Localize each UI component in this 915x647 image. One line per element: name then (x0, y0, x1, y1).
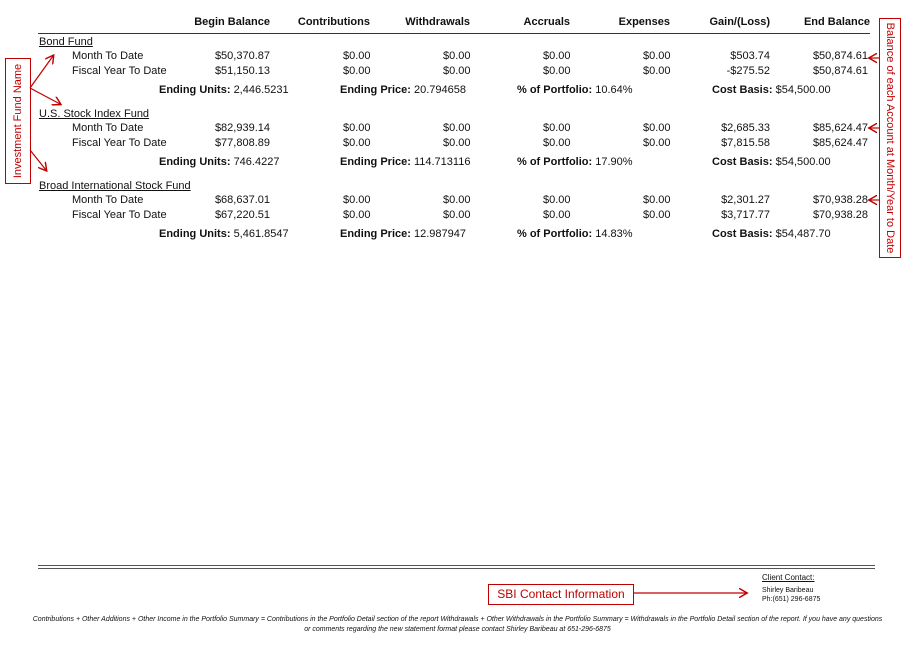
pct-portfolio-value: 14.83% (595, 228, 633, 240)
cell: $0.00 (343, 50, 371, 62)
cell: $0.00 (443, 194, 471, 206)
cell: $0.00 (443, 137, 471, 149)
col-header-withdrawals: Withdrawals (405, 16, 470, 28)
cost-basis-value: $54,500.00 (775, 156, 831, 168)
cell: $0.00 (543, 137, 571, 149)
cell: $0.00 (343, 194, 371, 206)
cell: $0.00 (443, 65, 471, 77)
cell: -$275.52 (726, 65, 770, 77)
cost-basis-label: Cost Basis: (712, 84, 773, 96)
cell: $0.00 (543, 122, 571, 134)
ending-price-label: Ending Price: (340, 156, 411, 168)
row-label: Month To Date (72, 194, 144, 206)
col-header-gain-loss: Gain/(Loss) (709, 16, 770, 28)
row-label: Fiscal Year To Date (72, 209, 167, 221)
ending-units-value: 746.4227 (233, 156, 280, 168)
ending-price-value: 20.794658 (413, 84, 466, 96)
fund-name: Bond Fund (39, 36, 93, 48)
footer-note: Contributions + Other Additions + Other Income in the Portfolio Summary = Contributions in the Portfolio Detail section of the report Withdrawals + Other Withdrawals in the Portfolio Summary = Withdrawals in the Portfolio Detail section of the report. If you have any questions or comments regarding the new statement format please contact Shirley Baribeau at 651-296-6875 (32, 616, 883, 633)
cell: $503.74 (730, 50, 770, 62)
footer-rule-bottom (38, 568, 875, 569)
cell: $0.00 (643, 65, 671, 77)
cell: $0.00 (343, 122, 371, 134)
ending-units-label: Ending Units: (159, 156, 231, 168)
cell: $0.00 (643, 209, 671, 221)
col-header-accruals: Accruals (523, 16, 570, 28)
cell: $0.00 (443, 122, 471, 134)
cell: $0.00 (643, 194, 671, 206)
cell: $2,301.27 (721, 194, 770, 206)
cell: $50,874.61 (812, 50, 868, 62)
row-label: Month To Date (72, 50, 144, 62)
ending-units-value: 2,446.5231 (233, 84, 289, 96)
cell: $85,624.47 (812, 122, 868, 134)
pct-portfolio-value: 17.90% (595, 156, 633, 168)
ending-price-label: Ending Price: (340, 228, 411, 240)
cell: $0.00 (443, 209, 471, 221)
ending-price-value: 114.713116 (413, 156, 471, 168)
cell: $0.00 (343, 137, 371, 149)
ending-price-label: Ending Price: (340, 84, 411, 96)
pct-portfolio-label: % of Portfolio: (517, 84, 593, 96)
ending-units-label: Ending Units: (159, 84, 231, 96)
cell: $0.00 (643, 122, 671, 134)
fund-name: U.S. Stock Index Fund (39, 108, 150, 120)
cell: $67,220.51 (214, 209, 270, 221)
cell: $0.00 (643, 137, 671, 149)
cell: $68,637.01 (214, 194, 270, 206)
cell: $2,685.33 (721, 122, 770, 134)
cost-basis-label: Cost Basis: (712, 156, 773, 168)
cell: $70,938.28 (812, 209, 868, 221)
fund-name: Broad International Stock Fund (39, 180, 191, 192)
ending-price-value: 12.987947 (413, 228, 466, 240)
cell: $77,808.89 (214, 137, 270, 149)
pct-portfolio-label: % of Portfolio: (517, 156, 593, 168)
cost-basis-value: $54,500.00 (775, 84, 831, 96)
footer-rule-top (38, 565, 875, 566)
cell: $0.00 (343, 209, 371, 221)
cell: $0.00 (643, 50, 671, 62)
cell: $50,874.61 (812, 65, 868, 77)
pct-portfolio-label: % of Portfolio: (517, 228, 593, 240)
investment-fund-name-callout-text: Investment Fund Name (12, 63, 24, 179)
col-header-begin-balance: Begin Balance (194, 16, 270, 28)
client-contact-phone: Ph:(651) 296-6875 (762, 596, 821, 603)
client-contact-title: Client Contact: (762, 573, 815, 582)
row-label: Fiscal Year To Date (72, 137, 167, 149)
cell: $0.00 (543, 65, 571, 77)
ending-units-value: 5,461.8547 (233, 228, 289, 240)
cell: $51,150.13 (214, 65, 270, 77)
balance-callout-text: Balance of each Account at Month/Year to Date (884, 22, 896, 254)
cell: $0.00 (543, 194, 571, 206)
cell: $82,939.14 (214, 122, 270, 134)
cell: $0.00 (443, 50, 471, 62)
col-header-contributions: Contributions (297, 16, 370, 28)
client-contact-name: Shirley Baribeau (762, 587, 814, 594)
row-label: Month To Date (72, 122, 144, 134)
cell: $3,717.77 (721, 209, 770, 221)
pct-portfolio-value: 10.64% (595, 84, 633, 96)
cost-basis-value: $54,487.70 (775, 228, 831, 240)
cell: $85,624.47 (812, 137, 868, 149)
cell: $70,938.28 (812, 194, 868, 206)
cell: $7,815.58 (721, 137, 770, 149)
cost-basis-label: Cost Basis: (712, 228, 773, 240)
row-label: Fiscal Year To Date (72, 65, 167, 77)
col-header-end-balance: End Balance (803, 16, 870, 28)
col-header-expenses: Expenses (618, 16, 670, 28)
cell: $0.00 (343, 65, 371, 77)
cell: $0.00 (543, 50, 571, 62)
sbi-contact-callout: SBI Contact Information (488, 584, 634, 605)
cell: $50,370.87 (214, 50, 270, 62)
ending-units-label: Ending Units: (159, 228, 231, 240)
cell: $0.00 (543, 209, 571, 221)
